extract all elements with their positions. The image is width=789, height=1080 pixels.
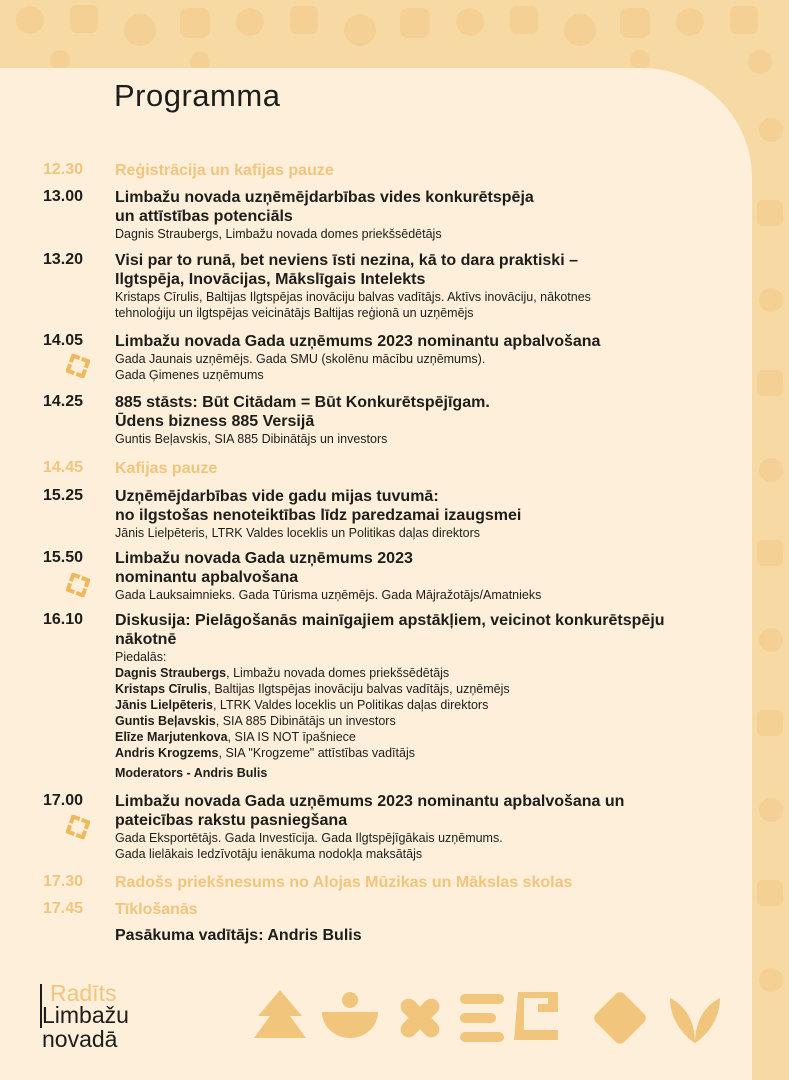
- item-title: Limbažu novada Gada uzņēmums 2023: [115, 550, 413, 567]
- item-title: nākotnē: [115, 631, 177, 648]
- panelist: Elīze Marjutenkova, SIA IS NOT īpašniece: [115, 730, 356, 744]
- leaves-icon: [670, 998, 720, 1043]
- item-description: Jānis Lielpēteris, LTRK Valdes loceklis un Politikas daļas direktors: [115, 526, 480, 540]
- time: 17.30: [43, 873, 84, 890]
- knot-icon: [386, 988, 454, 1048]
- item-description: Guntis Beļavskis, SIA 885 Dibinātājs un investors: [115, 432, 388, 446]
- item-description: Kristaps Cīrulis, Baltijas Ilgtspējas inovāciju balvas vadītājs. Aktīvs inovāciju, nākotnes: [115, 290, 591, 304]
- bowl-icon: [322, 992, 378, 1038]
- item-title: 885 stāsts: Būt Citādam = Būt Konkurētspējīgam.: [115, 394, 490, 411]
- item-title: Kafijas pauze: [115, 460, 218, 477]
- item-description: Gada Lauksaimnieks. Gada Tūrisma uzņēmējs. Gada Mājražotājs/Amatnieks: [115, 588, 542, 602]
- panelist: Andris Krogzems, SIA "Krogzeme" attīstības vadītājs: [115, 746, 415, 760]
- item-title: Ilgtspēja, Inovācijas, Mākslīgais Intelekts: [115, 271, 426, 288]
- award-ornament-icon: [66, 354, 90, 378]
- item-title: Ūdens bizness 885 Versijā: [115, 413, 315, 430]
- lattice-icon: [592, 990, 649, 1047]
- time: 15.50: [43, 549, 84, 566]
- award-ornament-icon: [66, 573, 90, 597]
- time: 14.05: [43, 332, 84, 349]
- item-title: Tīklošanās: [115, 901, 198, 918]
- award-ornament-icon: [66, 815, 90, 839]
- item-title: Diskusija: Pielāgošanās mainīgajiem apstākļiem, veicinot konkurētspēju: [115, 612, 665, 629]
- brand-logo: Radīts Limbažu novadā: [42, 980, 129, 1052]
- page-title: Programma: [114, 78, 281, 113]
- panelist: Kristaps Cīrulis, Baltijas Ilgtspējas inovāciju balvas vadītājs, uzņēmējs: [115, 682, 510, 696]
- time: 16.10: [43, 611, 84, 628]
- time: 14.45: [43, 459, 84, 476]
- item-description: Gada Jaunais uzņēmējs. Gada SMU (skolēnu mācību uzņēmums).: [115, 352, 486, 366]
- tree-icon: [254, 990, 306, 1038]
- time: 14.25: [43, 393, 84, 410]
- item-title: Uzņēmējdarbības vide gadu mijas tuvumā:: [115, 488, 439, 505]
- time: 12.30: [43, 161, 84, 178]
- item-title: Reģistrācija un kafijas pauze: [115, 162, 334, 179]
- item-description: Gada Ģimenes uzņēmums: [115, 368, 264, 382]
- item-description: Gada Eksportētājs. Gada Investīcija. Gada Ilgtspējīgākais uzņēmums.: [115, 831, 503, 845]
- time: 15.25: [43, 487, 84, 504]
- item-title: Limbažu novada uzņēmējdarbības vides konkurētspēja: [115, 189, 534, 206]
- decorative-pattern-right: [749, 90, 789, 1080]
- item-title: Limbažu novada Gada uzņēmums 2023 nominantu apbalvošana: [115, 333, 601, 350]
- item-description: tehnoloģiju un ilgtspējas veicinātājs Baltijas reģionā un uzņēmējs: [115, 306, 474, 320]
- item-title: Radošs priekšnesums no Alojas Mūzikas un Mākslas skolas: [115, 874, 573, 891]
- panelist: Guntis Beļavskis, SIA 885 Dibinātājs un investors: [115, 714, 396, 728]
- time: 13.20: [43, 251, 84, 268]
- item-title: nominantu apbalvošana: [115, 569, 299, 586]
- item-title: no ilgstošas nenoteiktības līdz paredzamai izaugsmei: [115, 507, 522, 524]
- item-title: pateicības rakstu pasniegšana: [115, 812, 348, 829]
- decorative-ornaments: [250, 988, 725, 1048]
- panelist: Dagnis Straubergs, Limbažu novada domes priekšsēdētājs: [115, 666, 450, 680]
- swirl-icon: [514, 992, 558, 1040]
- item-description: Gada lielākais Iedzīvotāju ienākuma nodokļa maksātājs: [115, 847, 423, 861]
- time: 17.00: [43, 792, 84, 809]
- time: 13.00: [43, 188, 84, 205]
- time: 17.45: [43, 900, 84, 917]
- item-title: Limbažu novada Gada uzņēmums 2023 nominantu apbalvošana un: [115, 793, 625, 810]
- panel-intro: Piedalās:: [115, 650, 167, 664]
- moderator: Moderators - Andris Bulis: [115, 766, 268, 780]
- item-title: un attīstības potenciāls: [115, 208, 293, 225]
- panelist: Jānis Lielpēteris, LTRK Valdes loceklis un Politikas daļas direktors: [115, 698, 489, 712]
- item-title: Visi par to runā, bet neviens īsti nezina, kā to dara praktiski –: [115, 252, 578, 269]
- item-description: Dagnis Straubergs, Limbažu novada domes priekšsēdētājs: [115, 227, 442, 241]
- stripes-icon: [460, 994, 504, 1042]
